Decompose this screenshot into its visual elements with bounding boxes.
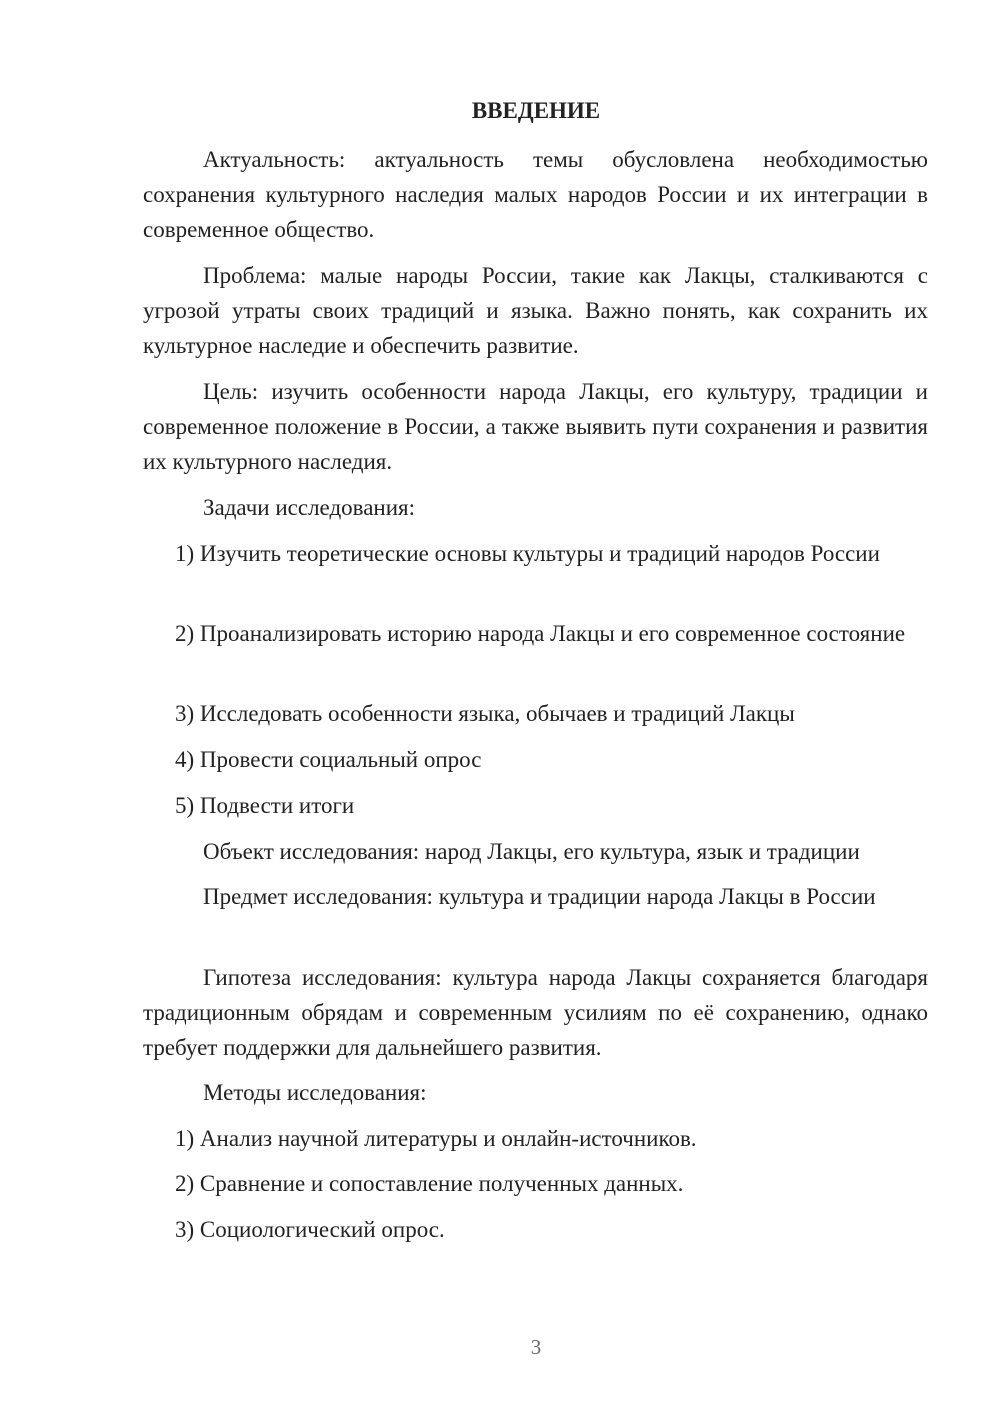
method-item-3: 3) Социологический опрос. xyxy=(175,1217,445,1242)
paragraph-problem: Проблема: малые народы России, такие как Лакцы, сталкиваются с угрозой утраты своих традиций и языка. Важно понять, как сохранить их культурное наследие и обеспечить развитие. xyxy=(143,263,928,358)
method-item-2: 2) Сравнение и сопоставление полученных данных. xyxy=(175,1171,684,1196)
paragraph-relevance: Актуальность: актуальность темы обусловлена необходимостью сохранения культурного наследия малых народов России и их интеграции в современное общество. xyxy=(143,147,928,242)
task-item-5: 5) Подвести итоги xyxy=(175,793,355,818)
task-item-4: 4) Провести социальный опрос xyxy=(175,747,482,772)
task-item-2: 2) Проанализировать историю народа Лакцы и его современное состояние xyxy=(175,621,906,646)
paragraph-hypothesis: Гипотеза исследования: культура народа Лакцы сохраняется благодаря традиционным обрядам и современным усилиям по её сохранению, однако требует поддержки для дальнейшего развития. xyxy=(143,965,928,1060)
page-number: 3 xyxy=(530,1335,542,1359)
paragraph-subject: Предмет исследования: культура и традиции народа Лакцы в России xyxy=(203,884,876,909)
task-item-1: 1) Изучить теоретические основы культуры и традиций народов России xyxy=(175,541,880,566)
tasks-heading: Задачи исследования: xyxy=(203,495,416,520)
paragraph-goal: Цель: изучить особенности народа Лакцы, его культуру, традиции и современное положение в России, а также выявить пути сохранения и развития их культурного наследия. xyxy=(143,379,928,474)
methods-heading: Методы исследования: xyxy=(203,1080,427,1105)
section-heading: ВВЕДЕНИЕ xyxy=(471,98,601,123)
paragraph-object: Объект исследования: народ Лакцы, его культура, язык и традиции xyxy=(203,839,860,864)
task-item-3: 3) Исследовать особенности языка, обычаев и традиций Лакцы xyxy=(175,701,795,726)
method-item-1: 1) Анализ научной литературы и онлайн-источников. xyxy=(175,1126,697,1151)
